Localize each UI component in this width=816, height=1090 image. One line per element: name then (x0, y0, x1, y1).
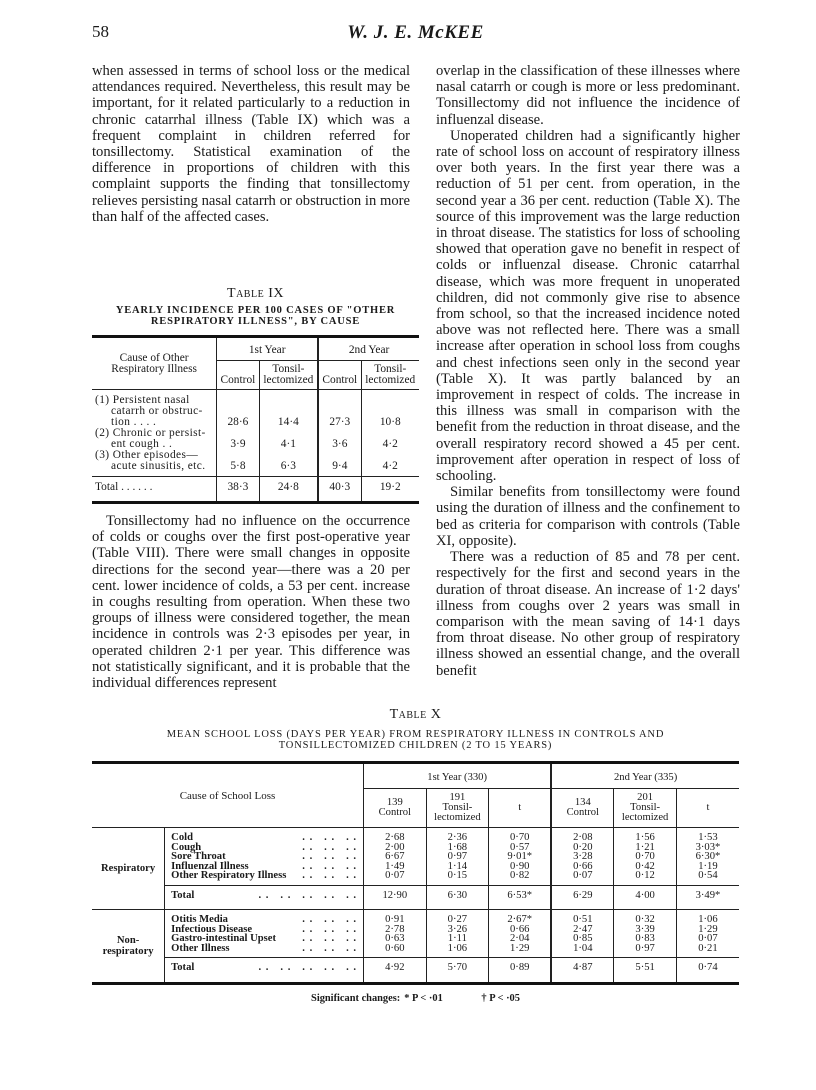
footnote-star-text: * P < ·01 (404, 992, 443, 1004)
table-x-label: Table X (389, 707, 442, 722)
row-label-line: catarrh or obstruc- (111, 405, 203, 417)
table-x-caption (92, 729, 739, 751)
leader-dots: . . . . . . . . . . (258, 962, 358, 973)
cell: 0·21 (698, 942, 718, 954)
item-labels (165, 828, 364, 886)
row-header-line: Respiratory Illness (111, 362, 197, 375)
column-header (614, 789, 677, 828)
row-label-line: (1) Persistent nasal (95, 394, 190, 406)
cell: 3·49* (676, 885, 739, 910)
cell: 0·60 (385, 942, 405, 954)
item-label-text: Cold (171, 832, 193, 843)
cell: 0·54 (698, 870, 718, 881)
paragraph: overlap in the classification of these illnesses where nasal catarrh or cough is more or less predominant. Tonsillectomy did not influence the incidence of influenzal disease. (436, 63, 740, 128)
cell: 2·04 (510, 933, 530, 944)
table-ix (92, 286, 419, 504)
item-label-text: Gastro-intestinal Upset (171, 933, 277, 944)
header-year-2: 2nd Year (335) (551, 763, 739, 789)
item-labels (165, 910, 364, 958)
cell: 4·87 (551, 958, 614, 984)
cell: 3·03* (695, 841, 721, 853)
leader-dots: . . . . . . (302, 832, 358, 843)
cell: 6·53* (489, 885, 552, 910)
value-column (364, 910, 427, 958)
leader-dots: . . . . . . (302, 923, 358, 935)
cell: 38·3 (217, 477, 259, 503)
cell: 6·30* (695, 851, 721, 862)
cell: 0·66 (510, 923, 530, 935)
total-label-line (171, 963, 357, 973)
group-total-row (92, 958, 739, 984)
cell: 0·89 (489, 958, 552, 984)
column-header-line: Control (378, 807, 411, 818)
column-header-line: Tonsil- (442, 802, 473, 813)
cell: 2·08 (573, 832, 593, 843)
cell: 0·07 (698, 933, 718, 944)
footnote (92, 993, 739, 1004)
cell: 0·20 (573, 841, 593, 853)
column-header (676, 789, 739, 828)
column-header (551, 789, 614, 828)
footnote-prefix: Significant changes: (311, 992, 401, 1004)
cell: 10·8 (361, 390, 419, 429)
cell: 3·9 (217, 428, 259, 450)
cell: 0·15 (447, 870, 468, 881)
header-tonsillectomized (259, 361, 318, 390)
column-header (426, 789, 489, 828)
row-label-line: ent cough . . (111, 438, 173, 450)
leader-dots: . . . . . . (302, 841, 358, 853)
item-label-text: Cough (171, 841, 202, 853)
row-label-line: (2) Chronic or persist- (95, 427, 206, 439)
column-header (489, 789, 552, 828)
cell: 0·07 (573, 870, 593, 881)
cell: 3·28 (573, 851, 593, 862)
item-label (171, 944, 357, 954)
row-header (92, 337, 217, 390)
cell: 4·2 (361, 450, 419, 477)
cell: 19·2 (361, 477, 419, 503)
paragraph: Unoperated children had a significantly higher rate of school loss on account of respiratory illness over both years. In the first year there was a reduction of 51 per cent. from operation, in the second year a 36 per cent. reduction (Table X). The source of this improvement was the large reduction in throat disease. The statistics for loss of schooling showed that operation gave no benefit in respect of colds or influenzal disease. Chronic catarrhal disease, which was more frequent in unoperated children, did not commonly give rise to absence from school, so that the increased incidence noted above was not reflected here. There was a small increase after operation in school loss from coughs and chest infections seen only in the second year (Table X). It was partly balanced by an improvement in respect of colds. The increase in this illness was small in comparison with the benefit from the reduction in throat disease, and the overall respiratory record showed a 45 per cent. improvement after operation in respect of loss of schooling. (436, 127, 740, 485)
cell: 4·2 (361, 428, 419, 450)
total-label (165, 958, 364, 984)
leader-dots: . . . . . . (302, 851, 358, 862)
cell: 27·3 (318, 390, 361, 429)
header-tonsillectomized (361, 361, 419, 390)
value-column (551, 828, 614, 886)
cell: 0·57 (510, 841, 530, 853)
cell: 3·26 (447, 923, 468, 935)
group-items-row (92, 828, 739, 886)
total-label (165, 885, 364, 910)
cell: 2·47 (573, 923, 593, 935)
cell: 0·90 (510, 860, 530, 872)
column-header-line: lectomized (621, 812, 669, 823)
group-label-line: respiratory (102, 945, 154, 957)
cell: 0·97 (447, 851, 468, 862)
cell: 0·82 (510, 870, 530, 881)
value-column (676, 910, 739, 958)
table-x (92, 707, 739, 1004)
cell: 9·01* (507, 851, 533, 862)
cell: 24·8 (259, 477, 318, 503)
group-label-line: Respiratory (101, 863, 156, 874)
value-column (551, 910, 614, 958)
cell: 40·3 (318, 477, 361, 503)
cell: 0·97 (635, 942, 655, 954)
row-header-line: Cause of Other (119, 351, 189, 364)
page-number: 58 (92, 22, 109, 41)
cell: 1·21 (635, 841, 655, 853)
cell: 1·29 (698, 923, 718, 935)
cell: 0·07 (385, 870, 405, 881)
page-header (92, 22, 739, 46)
cell: 3·6 (318, 428, 361, 450)
cell: 2·36 (447, 832, 468, 843)
header-line: Tonsil- (272, 363, 305, 375)
row-label (92, 450, 217, 477)
cell: 12·90 (364, 885, 427, 910)
item-label-text: Other Respiratory Illness (171, 870, 287, 881)
cell: 6·30 (426, 885, 489, 910)
table-row (92, 450, 419, 477)
row-label (92, 390, 217, 429)
column-header (364, 789, 427, 828)
header-line: lectomized (263, 374, 314, 386)
header-line: lectomized (365, 374, 416, 386)
value-column (364, 828, 427, 886)
cell: 6·3 (259, 450, 318, 477)
cell: 0·32 (635, 914, 655, 925)
total-label-text: Total (171, 889, 195, 901)
column-header-line: Tonsil- (630, 802, 661, 813)
group-items-row (92, 910, 739, 958)
caption-line: TONSILLECTOMIZED CHILDREN (2 TO 15 YEARS) (278, 740, 553, 751)
table-ix-label: Table IX (227, 286, 284, 301)
total-label: Total . . . . . . (95, 481, 153, 493)
leader-dots: . . . . . . (302, 860, 358, 872)
leader-dots: . . . . . . (302, 942, 358, 954)
cell: 0·91 (385, 914, 405, 925)
cell: 3·39 (635, 923, 655, 935)
cell: 0·51 (573, 914, 593, 925)
cell: 1·49 (385, 860, 405, 872)
item-label-text: Sore Throat (171, 851, 226, 862)
cell: 0·63 (385, 933, 405, 944)
column-header-line: Control (566, 807, 599, 818)
group-label (92, 828, 165, 910)
cell: 2·67* (507, 914, 533, 925)
left-column-bottom (92, 513, 410, 691)
leader-dots: . . . . . . (302, 914, 358, 925)
cell: 0·70 (635, 851, 655, 862)
table-ix-grid (92, 335, 419, 504)
cell: 5·70 (426, 958, 489, 984)
cell: 2·78 (385, 923, 405, 935)
paragraph: Tonsillectomy had no influence on the occurrence of colds or coughs over the first post-operative year (Table VIII). There were small changes in opposite directions for the second year—there was a 20 per cent. lower incidence of colds, a 53 per cent. increase in coughs resulting from operation. When these two groups of illness were considered together, the mean incidence in controls was 2·3 episodes per year, in operated children 2·1 per year. This difference was not statistically significant, and it is probable that the individual differences represent (92, 513, 410, 692)
caption-line: MEAN SCHOOL LOSS (DAYS PER YEAR) FROM RESPIRATORY ILLNESS IN CONTROLS AND (166, 729, 665, 740)
header-line: Tonsil- (374, 363, 407, 375)
caption-line: RESPIRATORY ILLNESS", BY CAUSE (150, 316, 361, 327)
header-control: Control (217, 361, 259, 390)
column-header-line: t (706, 802, 710, 813)
cell: 4·1 (259, 428, 318, 450)
value-column (614, 910, 677, 958)
column-header-line: 139 (386, 797, 403, 808)
value-column (676, 828, 739, 886)
cell: 0·74 (676, 958, 739, 984)
header-year-1: 1st Year (217, 337, 318, 361)
header-control: Control (318, 361, 361, 390)
cell: 4·92 (364, 958, 427, 984)
group-label-line: Non- (116, 934, 140, 946)
cell: 1·14 (447, 860, 468, 872)
column-header-line: 201 (637, 792, 654, 803)
cell: 9·4 (318, 450, 361, 477)
table-ix-caption (92, 305, 419, 327)
cell: 2·00 (385, 841, 405, 853)
cell: 0·42 (635, 860, 655, 872)
cell: 0·85 (573, 933, 593, 944)
table-row (92, 390, 419, 429)
cell: 28·6 (217, 390, 259, 429)
paragraph: Similar benefits from tonsillectomy were found using the duration of illness and the confinement to bed as criteria for comparison with controls (Table XI, opposite). (436, 484, 740, 549)
cell: 0·66 (573, 860, 593, 872)
cell: 0·27 (447, 914, 468, 925)
value-column (426, 910, 489, 958)
item-label-text: Other Illness (171, 942, 230, 954)
paragraph: There was a reduction of 85 and 78 per cent. respectively for the first and second years in the duration of throat disease. An increase of 1·2 days' illness from coughs over 2 years was small in comparison with the mean saving of 14·1 days from throat disease. No other group of respiratory illness showed an essential change, and the overall benefit (436, 549, 740, 679)
total-label-line (171, 891, 357, 901)
cell: 2·68 (385, 832, 405, 843)
value-column (489, 828, 552, 886)
table-total-row (92, 477, 419, 503)
value-column (614, 828, 677, 886)
cell: 0·70 (510, 832, 530, 843)
cell: 1·06 (698, 914, 718, 925)
cell: 0·83 (635, 933, 655, 944)
table-x-grid (92, 761, 739, 985)
value-column (489, 910, 552, 958)
column-header-line: 191 (449, 792, 466, 803)
footnote-dagger: † P < ·05 (481, 992, 520, 1004)
cell: 0·12 (635, 870, 655, 881)
cell: 1·06 (447, 942, 468, 954)
cell: 1·04 (573, 942, 593, 954)
cell: 1·53 (698, 832, 718, 843)
group-label (92, 910, 165, 984)
leader-dots: . . . . . . . . . . (258, 889, 358, 901)
row-label (92, 428, 217, 450)
cell: 1·68 (447, 841, 468, 853)
total-label-text: Total (171, 962, 195, 973)
value-column (426, 828, 489, 886)
header-year-2: 2nd Year (318, 337, 419, 361)
row-label-line: (3) Other episodes— (95, 449, 199, 461)
item-label-text: Infectious Disease (171, 923, 253, 935)
cell: 5·8 (217, 450, 259, 477)
leader-dots: . . . . . . (302, 933, 358, 944)
cell: 1·11 (447, 933, 467, 944)
cell: 1·19 (698, 860, 718, 872)
running-head: W. J. E. McKEE (347, 22, 484, 43)
column-header-line: 134 (574, 797, 591, 808)
item-label (171, 871, 357, 881)
table-row (92, 428, 419, 450)
row-header: Cause of School Loss (92, 763, 364, 828)
cell: 5·51 (614, 958, 677, 984)
cell: 1·56 (635, 832, 655, 843)
footnote-star (311, 993, 443, 1004)
column-header-line: t (518, 802, 522, 813)
item-label-text: Influenzal Illness (171, 860, 249, 872)
leader-dots: . . . . . . (302, 870, 358, 881)
left-column-top (92, 63, 410, 225)
row-label-line: tion . . . . (111, 416, 157, 428)
column-header-line: lectomized (434, 812, 481, 823)
right-column (436, 63, 740, 679)
cell: 6·29 (551, 885, 614, 910)
row-label-line: acute sinusitis, etc. (111, 460, 206, 472)
group-total-row (92, 885, 739, 910)
cell: 1·29 (510, 942, 530, 954)
item-label-text: Otitis Media (171, 914, 228, 925)
paragraph: when assessed in terms of school loss or the medical attendances required. Nevertheless, this result may be important, for it related particularly to a reduction in chronic catarrhal illness (Table IX) which was a frequent complaint in children referred for tonsillectomy. Statistical examination of the difference in proportions of children with this complaint supports the finding that tonsillectomy relieves persisting nasal catarrh or obstruction in more than half of the affected cases. (92, 63, 410, 225)
cell: 4·00 (614, 885, 677, 910)
cell: 6·67 (385, 851, 405, 862)
header-year-1: 1st Year (330) (364, 763, 552, 789)
caption-line: YEARLY INCIDENCE PER 100 CASES OF "OTHER (115, 305, 396, 316)
cell: 14·4 (259, 390, 318, 429)
